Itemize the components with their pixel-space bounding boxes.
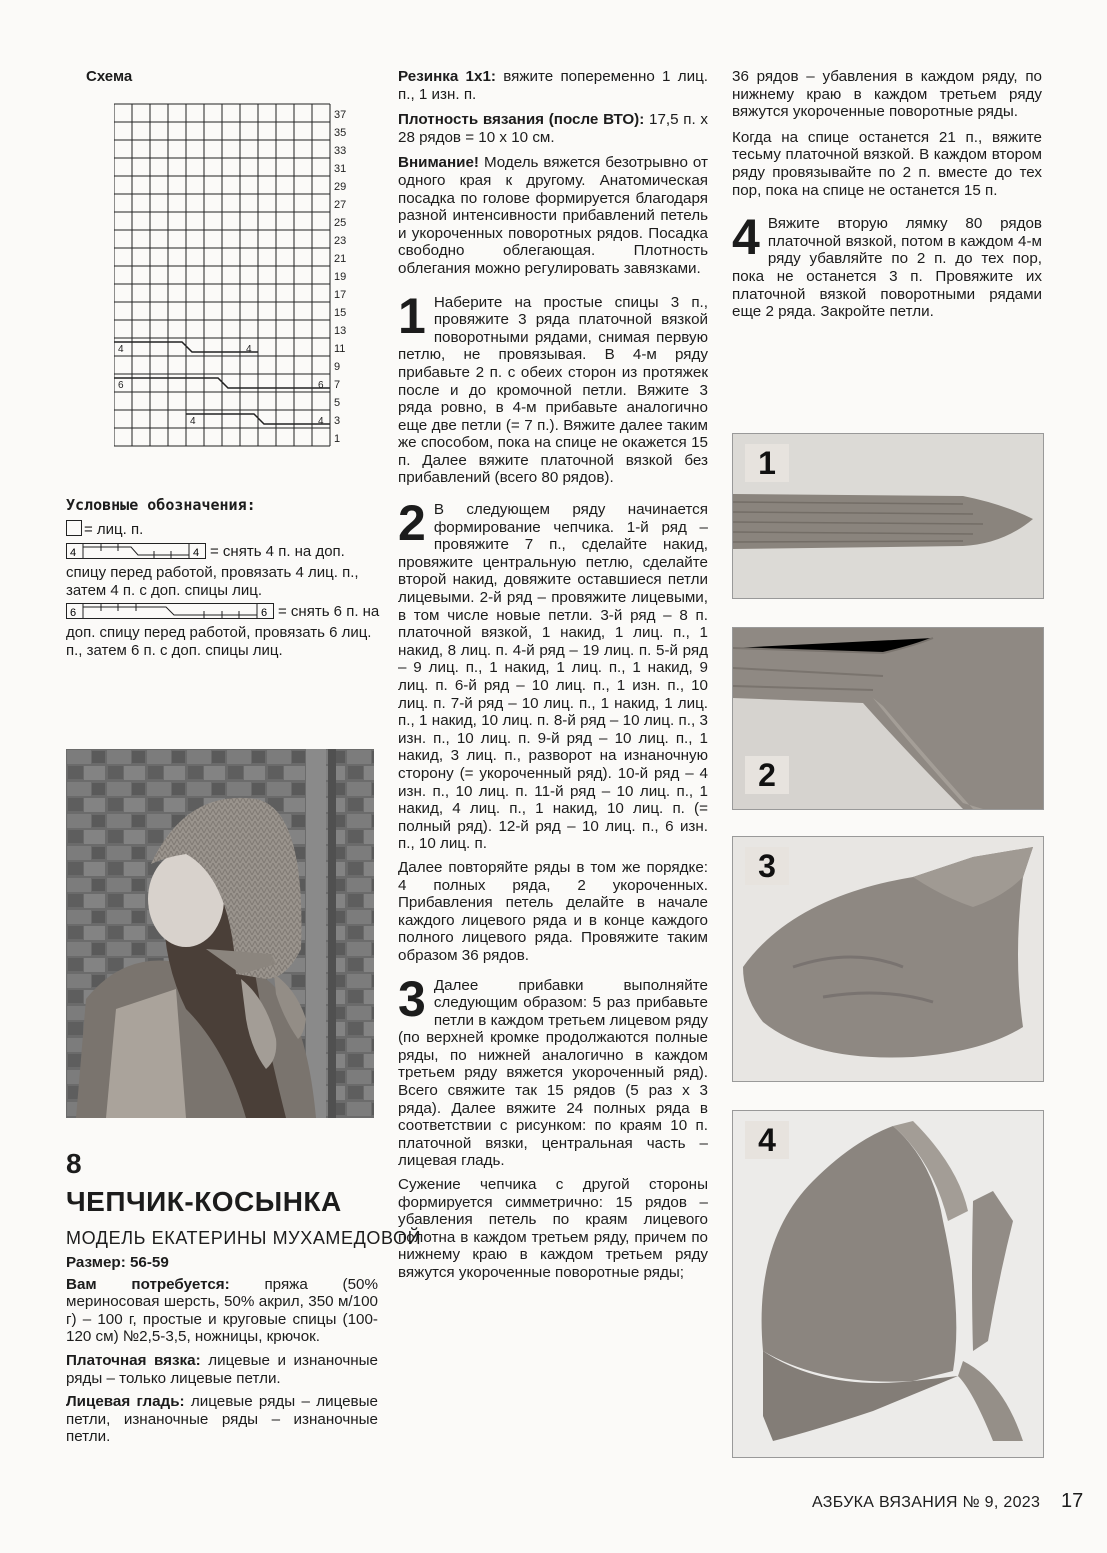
stockinette-text: лицевые ряды – лицевые петли, изнаночные ряды – изнаночные петли. bbox=[66, 1393, 378, 1446]
cable-label-right: 4 bbox=[318, 416, 324, 427]
row-label: 21 bbox=[334, 253, 347, 265]
step-2-number: 2 bbox=[398, 495, 426, 552]
cable-label-left: 6 bbox=[118, 380, 124, 391]
step-1-text: Наберите на простые спицы 3 п., провяжите 3 ряда платочной вязкой поворотными рядами, снимая первую петлю, не провязывая. В 4-м ряду прибавьте 2 п. с обеих сторон из протяжек после и до кромочной петли. Вяжите 3 ряда ровно, в 4-м прибавьте аналогично еще две петли (= 7 п.). Вяжите далее таким же способом, пока на спице не окажется 15 п. Далее вяжите платочной вязкой без прибавлений (всего 80 рядов). bbox=[398, 293, 708, 487]
knit-square-icon bbox=[66, 520, 82, 536]
row-label: 25 bbox=[334, 217, 347, 229]
cable-label-left: 4 bbox=[118, 344, 124, 355]
chart-grid bbox=[114, 102, 364, 452]
model-title: ЧЕПЧИК-КОСЫНКА bbox=[66, 1186, 342, 1217]
rib-text: вяжите попеременно 1 лиц. п., 1 изн. п. bbox=[398, 68, 708, 103]
cable-label-left: 4 bbox=[190, 416, 196, 427]
rib-label: Резинка 1x1: bbox=[398, 68, 496, 85]
row-label: 1 bbox=[334, 433, 341, 445]
step-photo-1 bbox=[732, 433, 1044, 599]
size-value: 56-59 bbox=[129, 1254, 169, 1271]
right-column bbox=[732, 68, 1042, 329]
row-label: 23 bbox=[334, 235, 347, 247]
needs-label: Вам потребуется: bbox=[66, 1275, 230, 1293]
row-label: 31 bbox=[334, 163, 347, 175]
legend-knit-text: = лиц. п. bbox=[84, 521, 144, 538]
row-label: 33 bbox=[334, 145, 347, 157]
legend-cable6-text: = снять 6 п. на доп. спицу перед работой, провязать 6 лиц. п., затем 6 п. с доп. спицы лиц. bbox=[66, 603, 380, 659]
gauge-text: 17,5 п. х 28 рядов = 10 х 10 см. bbox=[398, 111, 708, 146]
stockinette-label: Лицевая гладь: bbox=[66, 1393, 185, 1411]
model-photo bbox=[66, 749, 374, 1118]
legend bbox=[66, 496, 382, 660]
cable-6-icon bbox=[66, 603, 274, 624]
cable6-num-left: 6 bbox=[70, 607, 77, 619]
step-2-text: В следующем ряду начинается формирование чепчика. 1-й ряд – провяжите 7 п., сделайте накид, провяжите центральную петлю, сделайте второй накид, довяжите оставшиеся петли лицевыми. 2-й ряд – провяжите лицевыми, в том числе новые петли. 3-й ряд – 8 п. платочной вязкой, 1 накид, 1 лиц. п., 1 накид, 8 лиц. п. 4-й ряд – 19 лиц. п. 5-й ряд – 9 лиц. п., 1 накид, 1 лиц. п., 1 накид, 9 лиц. п. 6-й ряд – 10 лиц. п., 1 изн. п., 10 лиц. п. 7-й ряд – 10 лиц. п., 1 накид, 1 лиц. п., 1 накид, 10 лиц. п. 8-й ряд – 10 лиц. п., 3 изн. п., 10 лиц. п. 9-й ряд – 10 лиц. п., 1 накид, 3 лиц. п., разворот на изнаночную сторону (= укороченный ряд). 10-й ряд – 4 изн. п., 10 лиц. п. 11-й ряд – 10 лиц. п., 1 накид, 4 лиц. п., 1 накид, 10 лиц. п. (= полный ряд). 12-й ряд – 10 лиц. п., 6 изн. п., 10 лиц. п. bbox=[398, 501, 708, 853]
cable4-num-right: 4 bbox=[193, 547, 200, 559]
row-label: 3 bbox=[334, 415, 341, 427]
band-text: Когда на спице останется 21 п., вяжите тесьму платочной вязкой. В каждом втором ряду провязывайте по 2 п. вместе до тех пор, пока на спице не останется 15 п. bbox=[732, 128, 1042, 199]
row-label: 19 bbox=[334, 271, 347, 283]
cable-label-right: 6 bbox=[318, 380, 324, 391]
cable-4-icon bbox=[66, 543, 206, 564]
step-1-number: 1 bbox=[398, 287, 426, 344]
step-3-number: 3 bbox=[398, 970, 426, 1027]
attention-text: Модель вяжется безотрывно от одного края к другому. Анатомическая посадка по голове формируется благодаря разной интенсивности прибавлений петель и укороченных поворотных рядов. Посадка свободно облегающая. Плотность облегания можно регулировать завязками. bbox=[398, 154, 708, 277]
step-4-text: Вяжите вторую лямку 80 рядов платочной вязкой, потом в каждом 4-м ряду убавляйте по 2 п. до тех пор, пока не останется 3 п. Провяжите их платочной вязкой поворотными рядами еще 2 ряда. Закройте петли. bbox=[732, 215, 1042, 321]
row-label: 29 bbox=[334, 181, 347, 193]
chart-title: Схема bbox=[86, 68, 133, 85]
step-photo-4-label: 4 bbox=[745, 1121, 789, 1159]
step-photo-4 bbox=[732, 1110, 1044, 1458]
row-label: 37 bbox=[334, 109, 347, 121]
step-photo-3-label: 3 bbox=[745, 847, 789, 885]
step-photo-2 bbox=[732, 627, 1044, 810]
gauge-label: Плотность вязания (после ВТО): bbox=[398, 111, 645, 129]
legend-knit bbox=[66, 520, 382, 539]
needs-text: пряжа (50% мериносовая шерсть, 50% акрил, 350 м/100 г) – 100 г, простые и круговые спицы (100-120 см) №2,5-3,5, ножницы, крючок. bbox=[66, 1275, 378, 1346]
row-label: 9 bbox=[334, 361, 341, 373]
legend-cable4 bbox=[66, 543, 382, 600]
row-label: 27 bbox=[334, 199, 347, 211]
step-photo-3 bbox=[732, 836, 1044, 1082]
legend-cable6 bbox=[66, 603, 382, 660]
middle-column bbox=[398, 68, 708, 1290]
row-label: 5 bbox=[334, 397, 341, 409]
row-label: 13 bbox=[334, 325, 347, 337]
footer-magazine: АЗБУКА ВЯЗАНИЯ № 9, 2023 bbox=[812, 1494, 1041, 1511]
cable6-num-right: 6 bbox=[261, 607, 268, 619]
cable-label-right: 4 bbox=[246, 344, 252, 355]
row-label: 11 bbox=[334, 343, 346, 355]
row-label: 35 bbox=[334, 127, 347, 139]
narrow-text: Сужение чепчика с другой стороны формируется симметрично: 15 рядов – убавления петель по краям лицевого полотна в каждом третьем ряду, причем по нижнему краю в каждом третьем ряду вяжутся укороченные поворотные ряды; bbox=[398, 1176, 708, 1281]
model-details bbox=[66, 1254, 378, 1454]
page-number: 17 bbox=[1061, 1490, 1084, 1512]
step-4-number: 4 bbox=[732, 209, 760, 266]
garter-text: лицевые и изнаночные ряды – только лицевые петли. bbox=[66, 1351, 378, 1387]
step-photo-2-label: 2 bbox=[745, 756, 789, 794]
legend-title: Условные обозначения: bbox=[66, 496, 256, 514]
garter-label: Платочная вязка: bbox=[66, 1351, 201, 1369]
repeat-text: Далее повторяйте ряды в том же порядке: 4 полных ряда, 2 укороченных. Прибавления петель делайте в начале каждого лицевого ряда и в конце каждого полного лицевого ряда. Провяжите таким образом 36 рядов. bbox=[398, 858, 708, 964]
cable4-num-left: 4 bbox=[70, 547, 77, 559]
row-label: 17 bbox=[334, 289, 347, 301]
model-number: 8 bbox=[66, 1148, 82, 1179]
legend-cable4-text: = снять 4 п. на доп. спицу перед работой, провязать 4 лиц. п., затем 4 п. с доп. спицы лиц. bbox=[66, 543, 359, 599]
continuation-text: 36 рядов – убавления в каждом ряду, по нижнему краю в каждом третьем ряду вяжутся укороченные поворотные ряды. bbox=[732, 68, 1042, 121]
step-photo-1-label: 1 bbox=[745, 444, 789, 482]
knitting-chart bbox=[114, 102, 364, 457]
size-label: Размер: bbox=[66, 1254, 126, 1271]
attention-label: Внимание! bbox=[398, 154, 479, 172]
row-label: 15 bbox=[334, 307, 347, 319]
model-author: МОДЕЛЬ ЕКАТЕРИНЫ МУХАМЕДОВОЙ bbox=[66, 1228, 422, 1248]
row-label: 7 bbox=[334, 379, 341, 391]
step-3-text: Далее прибавки выполняйте следующим образом: 5 раз прибавьте петли в каждом третьем лицевом ряду (по верхней кромке продолжаются полные ряды, по нижней аналогично в каждом третьем ряду вяжется укороченный ряд). Всего свяжите так 15 рядов (5 раз х 3 ряда). Далее вяжите 24 полных ряда в соответствии с рисунком: по краям 10 п. платочной вязки, центральная часть – лицевая гладь. bbox=[398, 976, 708, 1170]
